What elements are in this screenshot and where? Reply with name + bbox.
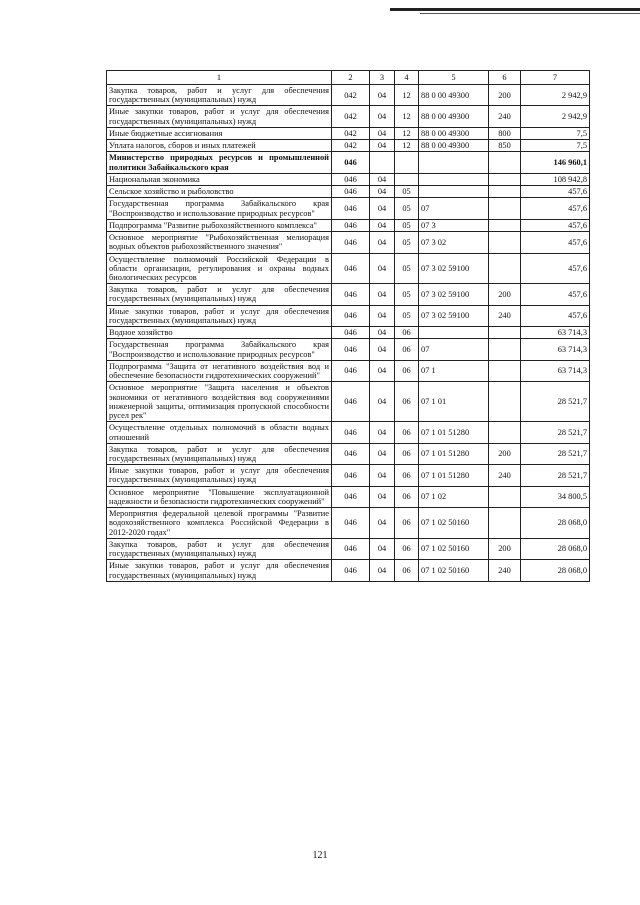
expense-type-cell [489, 232, 521, 253]
ved-code-cell: 046 [332, 327, 370, 339]
ved-code-cell: 046 [332, 284, 370, 305]
amount-cell: 28 068,0 [521, 560, 590, 581]
target-article-cell [419, 186, 489, 198]
amount-cell: 457,6 [521, 284, 590, 305]
table-row [107, 232, 590, 253]
section-code-cell: 04 [370, 198, 395, 219]
section-code-cell: 04 [370, 327, 395, 339]
amount-cell: 63 714,3 [521, 327, 590, 339]
ved-code-cell: 046 [332, 219, 370, 231]
amount-cell: 63 714,3 [521, 339, 590, 360]
table-row [107, 127, 590, 139]
section-code-cell: 04 [370, 422, 395, 443]
ved-code-cell: 042 [332, 127, 370, 139]
ved-code-cell: 046 [332, 173, 370, 185]
section-code-cell: 04 [370, 219, 395, 231]
section-code-cell: 04 [370, 106, 395, 127]
amount-cell: 34 800,5 [521, 486, 590, 507]
target-article-cell: 88 0 00 49300 [419, 106, 489, 127]
section-code-cell: 04 [370, 486, 395, 507]
row-name-cell: Основное мероприятие "Рыбохозяйственная мелиорация водных объектов рыбохозяйственного значения" [107, 232, 332, 253]
table-row [107, 422, 590, 443]
subsection-code-cell: 05 [395, 232, 419, 253]
target-article-cell [419, 327, 489, 339]
expense-type-cell: 240 [489, 106, 521, 127]
row-name-cell: Закупка товаров, работ и услуг для обеспечения государственных (муниципальных) нужд [107, 538, 332, 559]
target-article-cell: 07 [419, 198, 489, 219]
subsection-code-cell: 05 [395, 253, 419, 284]
section-code-cell: 04 [370, 140, 395, 152]
section-code-cell: 04 [370, 508, 395, 539]
row-name-cell: Осуществление отдельных полномочий в области водных отношений [107, 422, 332, 443]
target-article-cell: 07 1 02 50160 [419, 508, 489, 539]
expense-type-cell [489, 422, 521, 443]
header-cell: 3 [370, 71, 395, 85]
row-name-cell: Закупка товаров, работ и услуг для обеспечения государственных (муниципальных) нужд [107, 284, 332, 305]
amount-cell: 28 521,7 [521, 382, 590, 422]
table-row [107, 253, 590, 284]
ved-code-cell: 046 [332, 152, 370, 173]
budget-table [106, 70, 590, 582]
amount-cell: 28 068,0 [521, 508, 590, 539]
amount-cell: 63 714,3 [521, 360, 590, 381]
table-row [107, 486, 590, 507]
table-row [107, 219, 590, 231]
target-article-cell: 07 1 01 51280 [419, 443, 489, 464]
table-row [107, 327, 590, 339]
expense-type-cell [489, 360, 521, 381]
subsection-code-cell [395, 173, 419, 185]
subsection-code-cell: 12 [395, 106, 419, 127]
subsection-code-cell: 05 [395, 284, 419, 305]
amount-cell: 2 942,9 [521, 85, 590, 106]
section-code-cell [370, 152, 395, 173]
expense-type-cell: 800 [489, 127, 521, 139]
row-name-cell: Министерство природных ресурсов и промышленной политики Забайкальского края [107, 152, 332, 173]
expense-type-cell [489, 152, 521, 173]
table-row [107, 173, 590, 185]
table-row [107, 360, 590, 381]
subsection-code-cell: 06 [395, 339, 419, 360]
amount-cell: 146 960,1 [521, 152, 590, 173]
expense-type-cell [489, 186, 521, 198]
section-code-cell: 04 [370, 339, 395, 360]
subsection-code-cell: 06 [395, 465, 419, 486]
top-rule-thin [420, 13, 640, 14]
ved-code-cell: 046 [332, 508, 370, 539]
target-article-cell: 07 1 02 [419, 486, 489, 507]
expense-type-cell: 200 [489, 284, 521, 305]
ved-code-cell: 046 [332, 465, 370, 486]
header-cell: 5 [419, 71, 489, 85]
target-article-cell: 88 0 00 49300 [419, 140, 489, 152]
row-name-cell: Мероприятия федеральной целевой программы "Развитие водохозяйственного комплекса Российской Федерации в 2012-2020 годах" [107, 508, 332, 539]
subsection-code-cell: 06 [395, 560, 419, 581]
subsection-code-cell: 05 [395, 186, 419, 198]
ved-code-cell: 046 [332, 360, 370, 381]
section-code-cell: 04 [370, 85, 395, 106]
amount-cell: 7,5 [521, 127, 590, 139]
section-code-cell: 04 [370, 382, 395, 422]
subsection-code-cell: 06 [395, 443, 419, 464]
table-row [107, 284, 590, 305]
ved-code-cell: 046 [332, 186, 370, 198]
expense-type-cell: 240 [489, 560, 521, 581]
ved-code-cell: 046 [332, 443, 370, 464]
ved-code-cell: 042 [332, 85, 370, 106]
amount-cell: 457,6 [521, 186, 590, 198]
row-name-cell: Иные закупки товаров, работ и услуг для обеспечения государственных (муниципальных) нужд [107, 305, 332, 326]
row-name-cell: Государственная программа Забайкальского края "Воспроизводство и использование природных ресурсов" [107, 198, 332, 219]
target-article-cell: 07 3 02 59100 [419, 253, 489, 284]
table-row [107, 85, 590, 106]
expense-type-cell [489, 327, 521, 339]
ved-code-cell: 046 [332, 198, 370, 219]
row-name-cell: Иные закупки товаров, работ и услуг для обеспечения государственных (муниципальных) нужд [107, 106, 332, 127]
target-article-cell: 07 3 02 [419, 232, 489, 253]
target-article-cell: 07 1 [419, 360, 489, 381]
ved-code-cell: 042 [332, 106, 370, 127]
target-article-cell: 07 1 01 51280 [419, 422, 489, 443]
ved-code-cell: 046 [332, 382, 370, 422]
expense-type-cell [489, 253, 521, 284]
row-name-cell: Осуществление полномочий Российской Федерации в области организации, регулирования и охраны водных биологических ресурсов [107, 253, 332, 284]
subsection-code-cell: 06 [395, 360, 419, 381]
section-code-cell: 04 [370, 443, 395, 464]
amount-cell: 7,5 [521, 140, 590, 152]
expense-type-cell [489, 382, 521, 422]
row-name-cell: Водное хозяйство [107, 327, 332, 339]
table-row [107, 339, 590, 360]
row-name-cell: Сельское хозяйство и рыболовство [107, 186, 332, 198]
target-article-cell [419, 152, 489, 173]
section-code-cell: 04 [370, 127, 395, 139]
ved-code-cell: 046 [332, 232, 370, 253]
subsection-code-cell: 06 [395, 422, 419, 443]
header-cell: 2 [332, 71, 370, 85]
expense-type-cell [489, 486, 521, 507]
ved-code-cell: 042 [332, 140, 370, 152]
subsection-code-cell: 05 [395, 219, 419, 231]
table-row [107, 508, 590, 539]
header-cell: 1 [107, 71, 332, 85]
target-article-cell: 07 3 02 59100 [419, 284, 489, 305]
table-row [107, 538, 590, 559]
subsection-code-cell: 06 [395, 486, 419, 507]
target-article-cell: 07 1 01 [419, 382, 489, 422]
section-code-cell: 04 [370, 560, 395, 581]
header-cell: 6 [489, 71, 521, 85]
row-name-cell: Иные закупки товаров, работ и услуг для обеспечения государственных (муниципальных) нужд [107, 465, 332, 486]
ved-code-cell: 046 [332, 486, 370, 507]
section-code-cell: 04 [370, 465, 395, 486]
subsection-code-cell [395, 152, 419, 173]
table-row [107, 106, 590, 127]
row-name-cell: Иные закупки товаров, работ и услуг для обеспечения государственных (муниципальных) нужд [107, 560, 332, 581]
expense-type-cell: 850 [489, 140, 521, 152]
amount-cell: 457,6 [521, 305, 590, 326]
expense-type-cell [489, 198, 521, 219]
table-row [107, 443, 590, 464]
target-article-cell: 07 1 01 51280 [419, 465, 489, 486]
amount-cell: 457,6 [521, 232, 590, 253]
header-row [107, 71, 590, 85]
table-row [107, 140, 590, 152]
expense-type-cell: 200 [489, 85, 521, 106]
table-row [107, 186, 590, 198]
row-name-cell: Закупка товаров, работ и услуг для обеспечения государственных (муниципальных) нужд [107, 443, 332, 464]
subsection-code-cell: 05 [395, 305, 419, 326]
amount-cell: 2 942,9 [521, 106, 590, 127]
section-code-cell: 04 [370, 173, 395, 185]
section-code-cell: 04 [370, 284, 395, 305]
expense-type-cell: 240 [489, 465, 521, 486]
expense-type-cell [489, 508, 521, 539]
expense-type-cell: 240 [489, 305, 521, 326]
expense-type-cell [489, 173, 521, 185]
table-row [107, 560, 590, 581]
subsection-code-cell: 06 [395, 382, 419, 422]
top-rule [390, 8, 640, 11]
section-code-cell: 04 [370, 186, 395, 198]
target-article-cell: 07 [419, 339, 489, 360]
row-name-cell: Закупка товаров, работ и услуг для обеспечения государственных (муниципальных) нужд [107, 85, 332, 106]
ved-code-cell: 046 [332, 253, 370, 284]
row-name-cell: Подпрограмма "Защита от негативного воздействия вод и обеспечение безопасности гидротехнических сооружений" [107, 360, 332, 381]
amount-cell: 457,6 [521, 253, 590, 284]
subsection-code-cell: 06 [395, 538, 419, 559]
section-code-cell: 04 [370, 232, 395, 253]
amount-cell: 457,6 [521, 198, 590, 219]
row-name-cell: Уплата налогов, сборов и иных платежей [107, 140, 332, 152]
section-code-cell: 04 [370, 253, 395, 284]
row-name-cell: Подпрограмма "Развитие рыбохозяйственного комплекса" [107, 219, 332, 231]
section-code-cell: 04 [370, 305, 395, 326]
table-row [107, 305, 590, 326]
table-row [107, 198, 590, 219]
expense-type-cell [489, 339, 521, 360]
amount-cell: 28 521,7 [521, 465, 590, 486]
subsection-code-cell: 12 [395, 127, 419, 139]
subsection-code-cell: 06 [395, 508, 419, 539]
amount-cell: 28 521,7 [521, 422, 590, 443]
expense-type-cell: 200 [489, 538, 521, 559]
amount-cell: 108 942,8 [521, 173, 590, 185]
ved-code-cell: 046 [332, 305, 370, 326]
target-article-cell: 07 1 02 50160 [419, 538, 489, 559]
subsection-code-cell: 12 [395, 85, 419, 106]
row-name-cell: Основное мероприятие "Защита населения и объектов экономики от негативного воздействия вод сооружениями инженерной защиты, оптимизация пропускной способности русел рек" [107, 382, 332, 422]
ved-code-cell: 046 [332, 339, 370, 360]
ved-code-cell: 046 [332, 560, 370, 581]
table-row [107, 152, 590, 173]
ved-code-cell: 046 [332, 538, 370, 559]
amount-cell: 457,6 [521, 219, 590, 231]
amount-cell: 28 521,7 [521, 443, 590, 464]
target-article-cell: 07 3 [419, 219, 489, 231]
row-name-cell: Национальная экономика [107, 173, 332, 185]
header-cell: 7 [521, 71, 590, 85]
table-row [107, 382, 590, 422]
expense-type-cell: 200 [489, 443, 521, 464]
subsection-code-cell: 05 [395, 198, 419, 219]
target-article-cell: 07 3 02 59100 [419, 305, 489, 326]
section-code-cell: 04 [370, 538, 395, 559]
section-code-cell: 04 [370, 360, 395, 381]
subsection-code-cell: 12 [395, 140, 419, 152]
amount-cell: 28 068,0 [521, 538, 590, 559]
table-row [107, 465, 590, 486]
target-article-cell [419, 173, 489, 185]
row-name-cell: Иные бюджетные ассигнования [107, 127, 332, 139]
row-name-cell: Государственная программа Забайкальского края "Воспроизводство и использование природных ресурсов" [107, 339, 332, 360]
target-article-cell: 07 1 02 50160 [419, 560, 489, 581]
target-article-cell: 88 0 00 49300 [419, 85, 489, 106]
header-cell: 4 [395, 71, 419, 85]
row-name-cell: Основное мероприятие "Повышение эксплуатационной надежности и безопасности гидротехнических сооружений" [107, 486, 332, 507]
target-article-cell: 88 0 00 49300 [419, 127, 489, 139]
expense-type-cell [489, 219, 521, 231]
page-number: 121 [312, 850, 328, 861]
ved-code-cell: 046 [332, 422, 370, 443]
subsection-code-cell: 06 [395, 327, 419, 339]
